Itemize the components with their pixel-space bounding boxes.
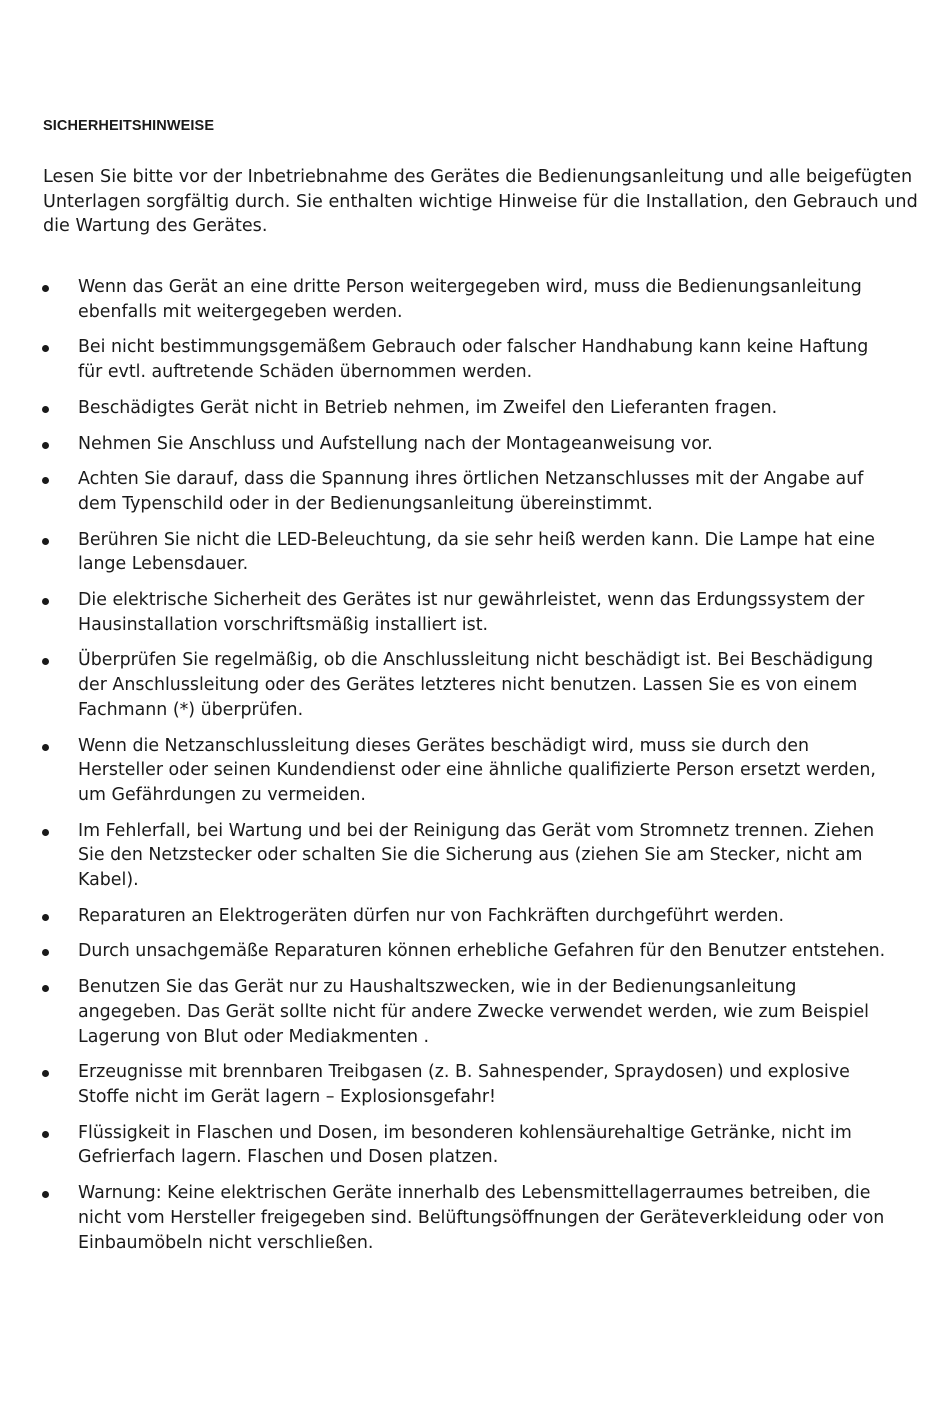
- list-item-text: Beschädigtes Gerät nicht in Betrieb nehmen, im Zweifel den Lieferanten fragen.: [78, 397, 778, 418]
- list-item-text: Überprüfen Sie regelmäßig, ob die Anschlussleitung nicht beschädigt ist. Bei Beschädigung der Anschlussleitung oder des Gerätes letzteres nicht benutzen. Lassen Sie es von einem Fachmann (*) überprüfen.: [78, 650, 874, 720]
- bullet-icon: [42, 598, 49, 605]
- intro-paragraph: Lesen Sie bitte vor der Inbetriebnahme des Gerätes die Bedienungsanleitung und alle beigefügten Unterlagen sorgfältig durch. Sie enthalten wichtige Hinweise für die Installation, den Gebrauch und die Wartung des Gerätes.: [43, 167, 918, 237]
- bullet-icon: [42, 345, 49, 352]
- list-item-text: Nehmen Sie Anschluss und Aufstellung nach der Montageanweisung vor.: [78, 433, 713, 454]
- list-item-text: Flüssigkeit in Flaschen und Dosen, im besonderen kohlensäurehaltige Getränke, nicht im Gefrierfach lagern. Flaschen und Dosen platzen.: [78, 1122, 852, 1168]
- bullet-icon: [42, 538, 49, 545]
- list-item-text: Reparaturen an Elektrogeräten dürfen nur von Fachkräften durchgeführt werden.: [78, 905, 785, 926]
- list-item-text: Die elektrische Sicherheit des Gerätes ist nur gewährleistet, wenn das Erdungssystem der Hausinstallation vorschriftsmäßig installiert ist.: [78, 590, 865, 635]
- bullet-icon: [42, 1191, 49, 1198]
- bullet-icon: [42, 985, 49, 992]
- bullet-icon: [42, 1070, 49, 1077]
- bullet-icon: [42, 285, 49, 292]
- list-item-text: Durch unsachgemäße Reparaturen können erhebliche Gefahren für den Benutzer entstehen.: [78, 941, 886, 962]
- list-item: [0, 396, 898, 421]
- bullet-icon: [42, 658, 49, 665]
- list-item-text: Wenn das Gerät an eine dritte Person weitergegeben wird, muss die Bedienungsanleitung ebenfalls mit weitergegeben werden.: [78, 277, 862, 322]
- list-item: [0, 335, 898, 384]
- bullet-icon: [42, 442, 49, 449]
- list-item: [0, 1181, 898, 1255]
- bullet-icon: [42, 949, 49, 956]
- bullet-icon: [42, 477, 49, 484]
- list-item: [0, 819, 898, 893]
- list-item: [0, 528, 898, 577]
- list-item: [0, 734, 898, 808]
- safety-list: [0, 275, 950, 1266]
- list-item: [0, 939, 898, 964]
- list-item: [0, 432, 898, 457]
- list-item-text: Warnung: Keine elektrischen Geräte innerhalb des Lebensmittellagerraumes betreiben, die nicht vom Hersteller freigegeben sind. Belüftungsöffnungen der Geräteverkleidung oder von Einbaumöbeln nicht verschließen.: [78, 1183, 885, 1253]
- list-item: [0, 1121, 898, 1170]
- list-item: [0, 1060, 898, 1109]
- list-item-text: Wenn die Netzanschlussleitung dieses Gerätes beschädigt wird, muss sie durch den Hersteller oder seinen Kundendienst oder eine ähnliche qualifizierte Person ersetzt werden, um Gefährdungen zu vermeiden.: [78, 735, 876, 805]
- list-item-text: Berühren Sie nicht die LED-Beleuchtung, da sie sehr heiß werden kann. Die Lampe hat eine lange Lebensdauer.: [78, 529, 875, 575]
- bullet-icon: [42, 914, 49, 921]
- list-item: [0, 275, 898, 324]
- bullet-icon: [42, 744, 49, 751]
- list-item: [0, 904, 898, 929]
- list-item-text: Bei nicht bestimmungsgemäßem Gebrauch oder falscher Handhabung kann keine Haftung für evtl. auftretende Schäden übernommen werden.: [78, 337, 869, 383]
- list-item-text: Benutzen Sie das Gerät nur zu Haushaltszwecken, wie in der Bedienungsanleitung angegeben. Das Gerät sollte nicht für andere Zwecke verwendet werden, wie zum Beispiel Lagerung von Blut oder Mediakmenten .: [78, 977, 870, 1047]
- bullet-icon: [42, 1131, 49, 1138]
- list-item: [0, 588, 898, 637]
- list-item-text: Erzeugnisse mit brennbaren Treibgasen (z. B. Sahnespender, Spraydosen) und explosive Stoffe nicht im Gerät lagern – Explosionsgefahr!: [78, 1062, 850, 1107]
- list-item: [0, 467, 898, 516]
- bullet-icon: [42, 406, 49, 413]
- list-item-text: Im Fehlerfall, bei Wartung und bei der Reinigung das Gerät vom Stromnetz trennen. Ziehen Sie den Netzstecker oder schalten Sie die Sicherung aus (ziehen Sie am Stecker, nicht am Kabel).: [78, 820, 875, 891]
- document-heading: SICHERHEITSHINWEISE: [43, 118, 215, 134]
- list-item: [0, 975, 898, 1049]
- list-item: [0, 648, 898, 722]
- list-item-text: Achten Sie darauf, dass die Spannung ihres örtlichen Netzanschlusses mit der Angabe auf dem Typenschild oder in der Bedienungsanleitung übereinstimmt.: [78, 469, 864, 514]
- bullet-icon: [42, 829, 49, 836]
